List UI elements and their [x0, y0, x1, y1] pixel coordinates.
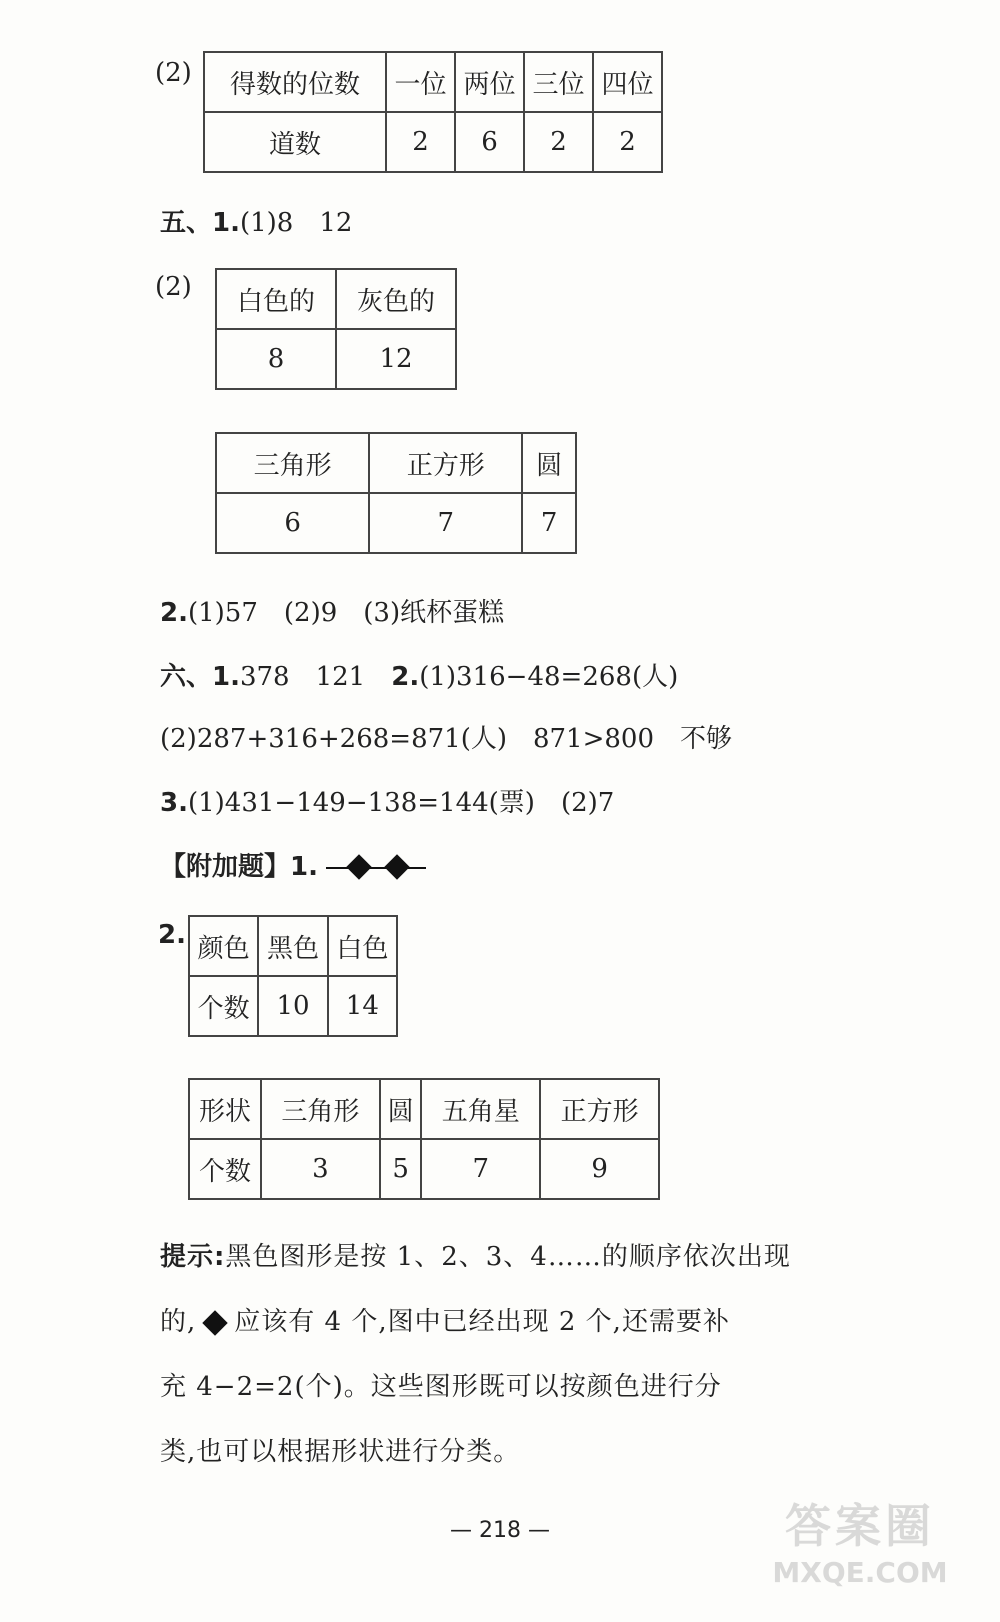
- shape-header-cell: 圆: [522, 433, 576, 493]
- digits-table: [203, 51, 663, 173]
- q6-2-line: [160, 722, 732, 756]
- extra-color-table: [188, 915, 398, 1037]
- color-header-cell: 灰色的: [336, 269, 456, 329]
- q4-2-label: (2): [155, 58, 192, 88]
- color-table: [215, 268, 457, 390]
- extra-line: [160, 850, 426, 884]
- diamond-sequence-icon: [326, 853, 426, 883]
- shape-row-cell: 7: [522, 493, 576, 553]
- shape-header-cell: 三角形: [216, 433, 369, 493]
- hint-line-1-text: 黑色图形是按 1、2、3、4……的顺序依次出现: [225, 1242, 791, 1272]
- q6-1-text: 378 121: [239, 662, 392, 692]
- digits-header-cell: 得数的位数: [204, 52, 386, 112]
- hint-line-4-text: 类,也可以根据形状进行分类。: [160, 1437, 521, 1467]
- digits-row-cell: 6: [455, 112, 524, 172]
- extra-color-header-cell: 黑色: [258, 916, 327, 976]
- q5-2-text: (1)57 (2)9 (3)纸杯蛋糕: [187, 598, 505, 628]
- q5-2-line: [160, 596, 504, 630]
- extra-shape-header-cell: 五角星: [421, 1079, 540, 1139]
- color-row-cell: 8: [216, 329, 336, 389]
- hint-line-2-a: 的,: [160, 1307, 197, 1337]
- q6-1-line: [160, 660, 678, 694]
- q6-3-text: (1)431−149−138=144(票) (2)7: [187, 788, 615, 818]
- extra-color-row-cell: 个数: [189, 976, 258, 1036]
- hint-line-1: [160, 1225, 840, 1290]
- hint-line-2: [160, 1290, 840, 1355]
- page-number: — 218 —: [450, 1518, 550, 1543]
- q5-1-line: [160, 206, 352, 240]
- extra-shape-row-cell: 3: [261, 1139, 380, 1199]
- digits-row-cell: 2: [524, 112, 593, 172]
- color-row-cell: 12: [336, 329, 456, 389]
- extra-shape-row-cell: 个数: [189, 1139, 261, 1199]
- extra-shape-table: [188, 1078, 660, 1200]
- q5-2-prefix: 2.: [160, 598, 188, 628]
- color-header-cell: 白色的: [216, 269, 336, 329]
- q6-2-prefix: 2.: [391, 662, 420, 692]
- digits-header-cell: 四位: [593, 52, 662, 112]
- q6-3-prefix: 3.: [160, 788, 188, 818]
- hint-line-4: [160, 1420, 840, 1485]
- watermark-logo: [770, 1490, 950, 1610]
- watermark-text-bottom: MXQE.COM: [772, 1556, 948, 1589]
- hint-line-3-text: 充 4−2=2(个)。这些图形既可以按颜色进行分: [160, 1372, 722, 1402]
- digits-header-cell: 两位: [455, 52, 524, 112]
- extra-color-row-cell: 14: [328, 976, 397, 1036]
- q5-1-prefix: 五、1.: [160, 208, 240, 238]
- digits-row-cell: 2: [593, 112, 662, 172]
- hint-label: 提示:: [160, 1242, 226, 1272]
- extra-shape-header-cell: 三角形: [261, 1079, 380, 1139]
- shape-row-cell: 6: [216, 493, 369, 553]
- extra-prefix: 【附加题】1.: [160, 852, 318, 882]
- extra-2-label: 2.: [158, 920, 186, 950]
- shape-table: [215, 432, 577, 554]
- hint-line-3: [160, 1355, 840, 1420]
- q6-2-sub-text: (2)287+316+268=871(人) 871>800 不够: [160, 724, 733, 754]
- extra-shape-header-cell: 圆: [380, 1079, 422, 1139]
- extra-color-header-cell: 白色: [328, 916, 397, 976]
- digits-row-cell: 道数: [204, 112, 386, 172]
- extra-shape-row-cell: 5: [380, 1139, 422, 1199]
- diamond-icon: [203, 1310, 228, 1335]
- shape-header-cell: 正方形: [369, 433, 522, 493]
- q6-3-line: [160, 786, 614, 820]
- extra-shape-header-cell: 形状: [189, 1079, 261, 1139]
- extra-shape-header-cell: 正方形: [540, 1079, 659, 1139]
- shape-row-cell: 7: [369, 493, 522, 553]
- digits-header-cell: 一位: [386, 52, 455, 112]
- digits-header-cell: 三位: [524, 52, 593, 112]
- watermark-text-top: 答案圈: [785, 1499, 935, 1553]
- extra-shape-row-cell: 7: [421, 1139, 540, 1199]
- q5-1-text: (1)8 12: [239, 208, 353, 238]
- extra-color-row-cell: 10: [258, 976, 327, 1036]
- q6-1-prefix: 六、1.: [160, 662, 240, 692]
- extra-shape-row-cell: 9: [540, 1139, 659, 1199]
- extra-color-header-cell: 颜色: [189, 916, 258, 976]
- q6-2-text: (1)316−48=268(人): [419, 662, 679, 692]
- digits-row-cell: 2: [386, 112, 455, 172]
- hint-paragraph: [160, 1225, 840, 1485]
- hint-line-2-b: 应该有 4 个,图中已经出现 2 个,还需要补: [234, 1307, 730, 1337]
- q5-1-2-label: (2): [155, 272, 192, 302]
